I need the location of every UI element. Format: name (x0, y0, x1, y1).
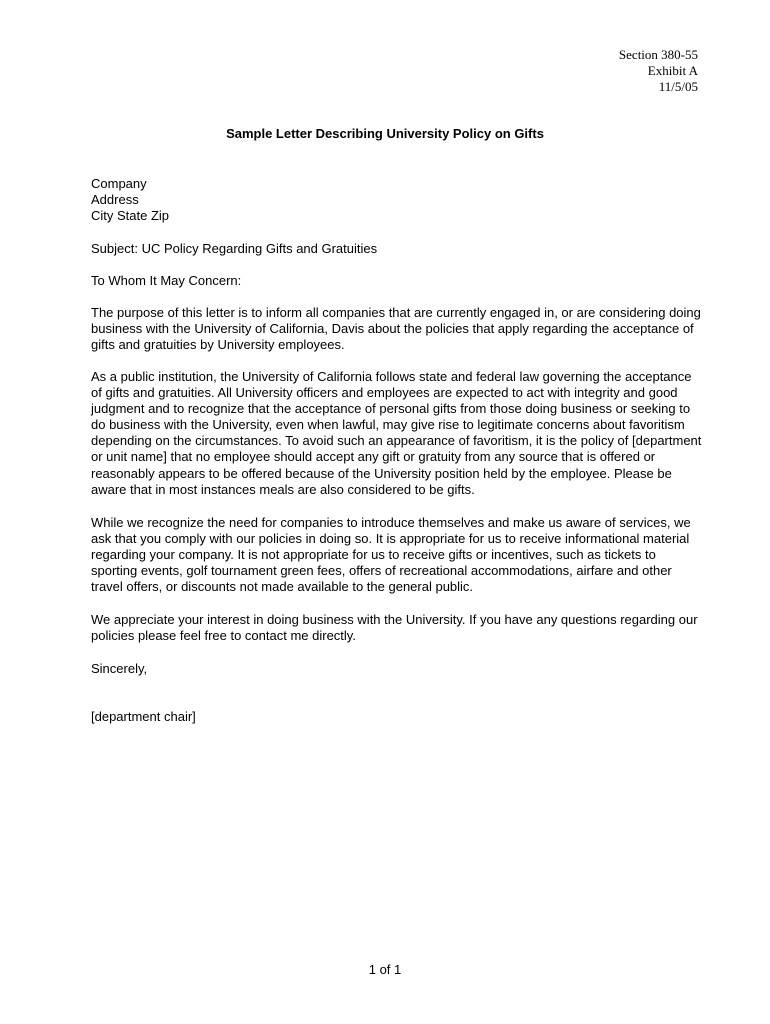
signer-placeholder: [department chair] (91, 709, 196, 724)
closing: Sincerely, (91, 661, 148, 676)
salutation: To Whom It May Concern: (91, 273, 242, 288)
paragraph-compliance (91, 515, 703, 595)
address-company: Company (91, 176, 147, 191)
paragraph-text: While we recognize the need for companies to introduce themselves and make us aware of services, we ask that you comply with our policies in doing so. It is appropriate for us to receive informational material regarding your company. It is not appropriate for us to receive gifts or incentives, such as tickets to sporting events, golf tournament green fees, offers of recreational accommodations, airfare and other travel offers, or discounts not made available to the general public. (91, 515, 691, 595)
subject-line: Subject: UC Policy Regarding Gifts and Gratuities (91, 241, 378, 256)
paragraph-text: The purpose of this letter is to inform all companies that are currently engaged in, or are considering doing business with the University of California, Davis about the policies that apply regarding the acceptance of gifts and gratuities by University employees. (91, 305, 701, 353)
paragraph-text: We appreciate your interest in doing business with the University. If you have any questions regarding our policies please feel free to contact me directly. (91, 612, 698, 644)
exhibit-label: Exhibit A (647, 63, 698, 78)
paragraph-appreciation (91, 612, 703, 644)
paragraph-policy (91, 369, 703, 498)
paragraph-purpose (91, 305, 703, 353)
paragraph-text: As a public institution, the University of California follows state and federal law governing the acceptance of gifts and gratuities. All University officers and employees are expected to act with integrity and good judgment and to recognize that the acceptance of personal gifts from those doing business or seeking to do business with the University, even when lawful, may give rise to legitimate concerns about favoritism depending on the circumstances. To avoid such an appearance of favoritism, it is the policy of [department or unit name] that no employee should accept any gift or gratuity from any source that is offered or reasonably appears to be offered because of the University position held by the employee. Please be aware that in most instances meals are also considered to be gifts. (91, 369, 702, 497)
page-indicator: 1 of 1 (368, 962, 402, 977)
section-number: Section 380-55 (618, 47, 698, 62)
document-reference-header (619, 47, 698, 95)
address-street: Address (91, 192, 139, 208)
recipient-address (91, 176, 703, 224)
document-date: 11/5/05 (658, 79, 698, 94)
letter-title: Sample Letter Describing University Policy on Gifts (226, 126, 544, 141)
address-city-state-zip: City State Zip (91, 208, 170, 224)
